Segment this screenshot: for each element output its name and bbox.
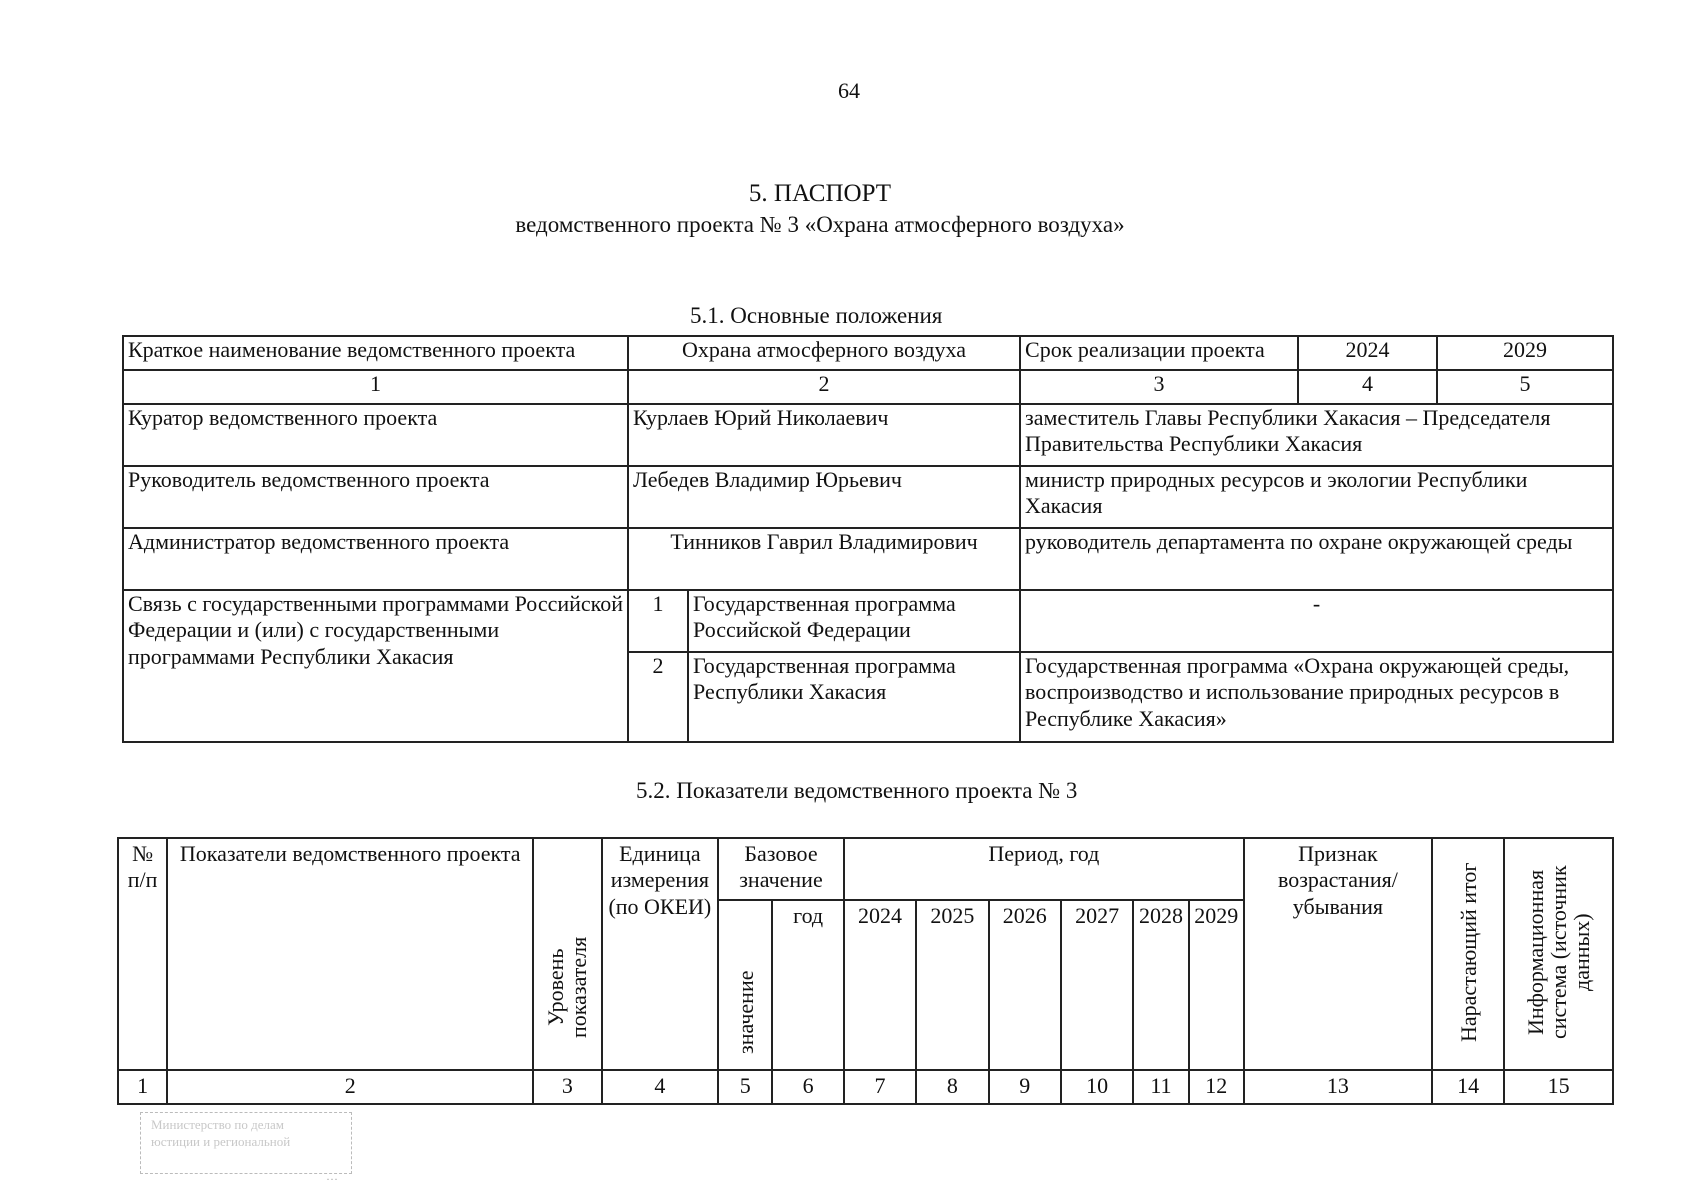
table-row [118,838,1613,900]
term-label: Срок реализации проекта [1020,336,1298,370]
col-number: 2 [628,370,1020,404]
col-number: 5 [1437,370,1613,404]
header-period: Период, год [844,838,1244,900]
header-base: Базовое значение [718,838,844,900]
header-base-year: год [772,900,843,1070]
col-number: 4 [602,1070,719,1104]
main-provisions-table [122,335,1614,743]
col-number: 15 [1504,1070,1613,1104]
short-name-label: Краткое наименование ведомственного проекта [123,336,628,370]
col-number: 4 [1298,370,1437,404]
administrator-label: Администратор ведомственного проекта [123,528,628,590]
stamp-line: Министерство по делам [151,1117,284,1132]
curator-name: Курлаев Юрий Николаевич [628,404,1020,466]
stamp-line: юстиции и региональной [151,1133,291,1149]
col-number: 3 [533,1070,601,1104]
header-indicators: Показатели ведомственного проекта [167,838,533,1070]
program-number: 1 [628,590,688,652]
table-row [118,1070,1613,1104]
header-level [533,838,601,1070]
col-number: 10 [1061,1070,1133,1104]
header-info-system [1504,838,1613,1070]
programs-label: Связь с государственными программами Российской Федерации и (или) с государственными программами Республики Хакасия [123,590,628,742]
document-title: 5. ПАСПОРТ [748,180,892,207]
col-number: 1 [123,370,628,404]
registration-stamp [140,1112,352,1174]
curator-label: Куратор ведомственного проекта [123,404,628,466]
project-name: Охрана атмосферного воздуха [628,336,1020,370]
curator-position: заместитель Главы Республики Хакасия – Председателя Правительства Республики Хакасия [1020,404,1613,466]
table-row [123,336,1613,370]
col-number: 8 [916,1070,988,1104]
table-row [123,528,1613,590]
program-value: - [1020,590,1613,652]
leader-name: Лебедев Владимир Юрьевич [628,466,1020,528]
col-number: 14 [1432,1070,1504,1104]
table-row [123,466,1613,528]
header-info-system-text: Информационная система (источник данных) [1523,864,1595,1039]
stamp-mark: ··· [326,1172,338,1186]
leader-position: министр природных ресурсов и экологии Республики Хакасия [1020,466,1613,528]
header-year: 2027 [1061,900,1133,1070]
col-number: 12 [1189,1070,1244,1104]
col-number: 9 [989,1070,1061,1104]
col-number: 6 [772,1070,843,1104]
header-cumulative-text: Нарастающий итог [1455,861,1481,1042]
header-year: 2024 [844,900,916,1070]
col-number: 1 [118,1070,167,1104]
table-row [123,404,1613,466]
table-row [123,590,1613,652]
document-subtitle: ведомственного проекта № 3 «Охрана атмосферного воздуха» [515,212,1125,237]
administrator-name: Тинников Гаврил Владимирович [628,528,1020,590]
col-number: 3 [1020,370,1298,404]
term-end: 2029 [1437,336,1613,370]
header-level-text: Уровень показателя [543,935,592,1038]
administrator-position: руководитель департамента по охране окружающей среды [1020,528,1613,590]
header-trend: Признак возрастания/ убывания [1244,838,1432,1070]
col-number: 5 [718,1070,772,1104]
header-year: 2026 [989,900,1061,1070]
header-num: № п/п [118,838,167,1070]
header-base-value [718,900,772,1070]
leader-label: Руководитель ведомственного проекта [123,466,628,528]
term-start: 2024 [1298,336,1437,370]
header-year: 2029 [1189,900,1244,1070]
program-type: Государственная программа Российской Федерации [688,590,1020,652]
header-year: 2028 [1133,900,1188,1070]
col-number: 13 [1244,1070,1432,1104]
table-row [123,370,1613,404]
program-number: 2 [628,652,688,742]
header-unit: Единица измерения (по ОКЕИ) [602,838,719,1070]
col-number: 11 [1133,1070,1188,1104]
page-number: 64 [838,78,860,103]
program-type: Государственная программа Республики Хакасия [688,652,1020,742]
header-cumulative [1432,838,1504,1070]
program-value: Государственная программа «Охрана окружающей среды, воспроизводство и использование природных ресурсов в Республике Хакасия» [1020,652,1613,742]
header-base-value-text: значение [732,969,758,1054]
col-number: 7 [844,1070,916,1104]
col-number: 2 [167,1070,533,1104]
indicators-table [117,837,1614,1105]
section-heading-indicators: 5.2. Показатели ведомственного проекта № 3 [636,778,1078,803]
header-year: 2025 [916,900,988,1070]
section-heading-main-provisions: 5.1. Основные положения [690,303,943,328]
